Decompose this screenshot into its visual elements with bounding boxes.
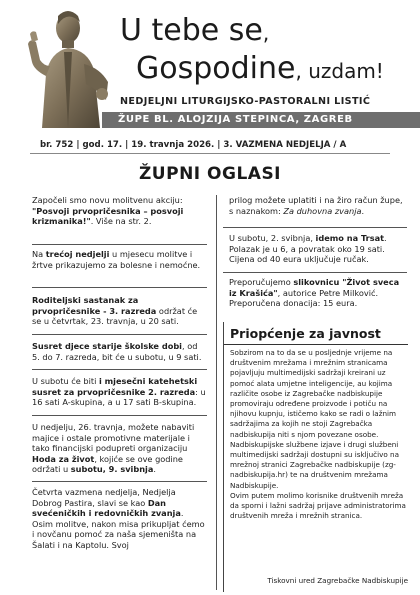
left-column <box>32 195 207 595</box>
press-release-box <box>223 322 408 592</box>
notice-march-for-life: U nedjelju, 26. travnja, možete nabaviti majice i ostale promotivne materijale i tako financijski podupreti organizaciju Hoda za život, kojiće se ove godine održati u subotu, 9. svibnja. <box>32 422 195 475</box>
page-title: ŽUPNI OGLASI <box>138 164 282 184</box>
press-release-divider <box>224 344 408 345</box>
issue-line: br. 752 | god. 17. | 19. travnja 2026. | 3. VAZMENA NEDJELJA / A <box>40 140 347 150</box>
divider <box>32 287 207 288</box>
parish-name: ŽUPE BL. ALOJZIJA STEPINCA, ZAGREB <box>118 114 353 125</box>
notice-school-children: Susret djece starije školske dobi, od 5. do 7. razreda, bit će u subotu, u 9 sati. <box>32 341 202 362</box>
masthead <box>0 0 420 128</box>
notice-vocations-sunday: Četvrta vazmena nedjelja, Nedjelja Dobrog Pastira, slavi se kao Dan svećeničkih i redovničkih zvanja. Osim molitve, nakon misa prikupljat ćemo i novčanu pomoć za naša sjemeništa na Šalati i na Kaptolu. Svoj <box>32 487 205 550</box>
divider <box>223 272 407 273</box>
divider <box>32 481 207 482</box>
press-release-title: Priopćenje za javnost <box>230 326 381 341</box>
notice-picture-book: Preporučujemo slikovnicu "Život sveca iz Krašića", autorice Petre Milković. Preporučena donacija: 15 eura. <box>229 277 400 309</box>
divider <box>32 369 207 370</box>
masthead-title-line1: U tebe se, <box>120 13 270 48</box>
press-release-paragraph: Nadbiskupijske službene izjave i drugi službeni multimedijski sadržaji dostupni su isključivo na mrežnoj stranici Zagrebačke nadbiskupije (zg-nadbiskupija.hr) te na društvenim mrežama Nadbiskupije. <box>230 439 400 490</box>
notice-catechesis: U subotu će biti i mjesečni katehetski susret za prvopričesnike 2. razreda: u 16 sati A-skupina, a u 17 sati B-skupina. <box>32 376 206 408</box>
statue-image <box>28 4 120 128</box>
notice-trsat-trip: U subotu, 2. svibnja, idemo na Trsat. Polazak je u 6, a povratak oko 19 sati. Cijena od 40 eura uključuje ručak. <box>229 233 387 265</box>
parish-band <box>102 112 420 128</box>
column-divider <box>216 195 217 590</box>
divider <box>223 227 407 228</box>
issue-divider <box>30 153 390 154</box>
notice-parents-meeting: Roditeljski sastanak za prvopričesnike - 3. razreda održat će se u četvrtak, 23. travnja, u 20 sati. <box>32 295 198 327</box>
notice-donation: prilog možete uplatiti i na žiro račun župe, s naznakom: Za duhovna zvanja. <box>229 195 403 216</box>
press-release-paragraph: Ovim putem molimo korisnike društvenih mreža da sporni i lažni sadržaj prijave administratorima društvenih mreža i mrežnih stranica. <box>230 490 406 521</box>
press-release-paragraph: Sobzirom na to da se u posljednje vrijeme na društvenim mrežama i mrežnim stranicama pojavljuju multimedijski sadržaji kreirani uz pomoć alata umjetne inteligencije, au kojima različite osobe iz Zagrebačke nadbiskupije promoviraju određene proizvode i potiču na njihovu kupnju, ističemo kako se radi o lažnim sadržajima za kojih ne stoji Zagrebačka nadbiskupija niti s njom povezane osobe. <box>230 348 397 439</box>
right-column <box>229 195 409 320</box>
masthead-title-line2: Gospodine, uzdam! <box>136 51 384 86</box>
press-release-text <box>230 348 406 521</box>
press-release-signature: Tiskovni ured Zagrebačke Nadbiskupije <box>267 576 408 585</box>
divider <box>32 244 207 245</box>
notice-prayer-action: Započeli smo novu molitvenu akciju: "Posvoji prvopričesnika – posvoji krizmanika!". Više na str. 2. <box>32 195 184 227</box>
divider <box>32 415 207 416</box>
divider <box>32 334 207 335</box>
notice-third-sunday: Na trećoj nedjelji u mjesecu molitve i žrtve prikazujemo za bolesne i nemoćne. <box>32 249 201 270</box>
masthead-subtitle: NEDJELJNI LITURGIJSKO-PASTORALNI LISTIĆ <box>120 96 371 107</box>
